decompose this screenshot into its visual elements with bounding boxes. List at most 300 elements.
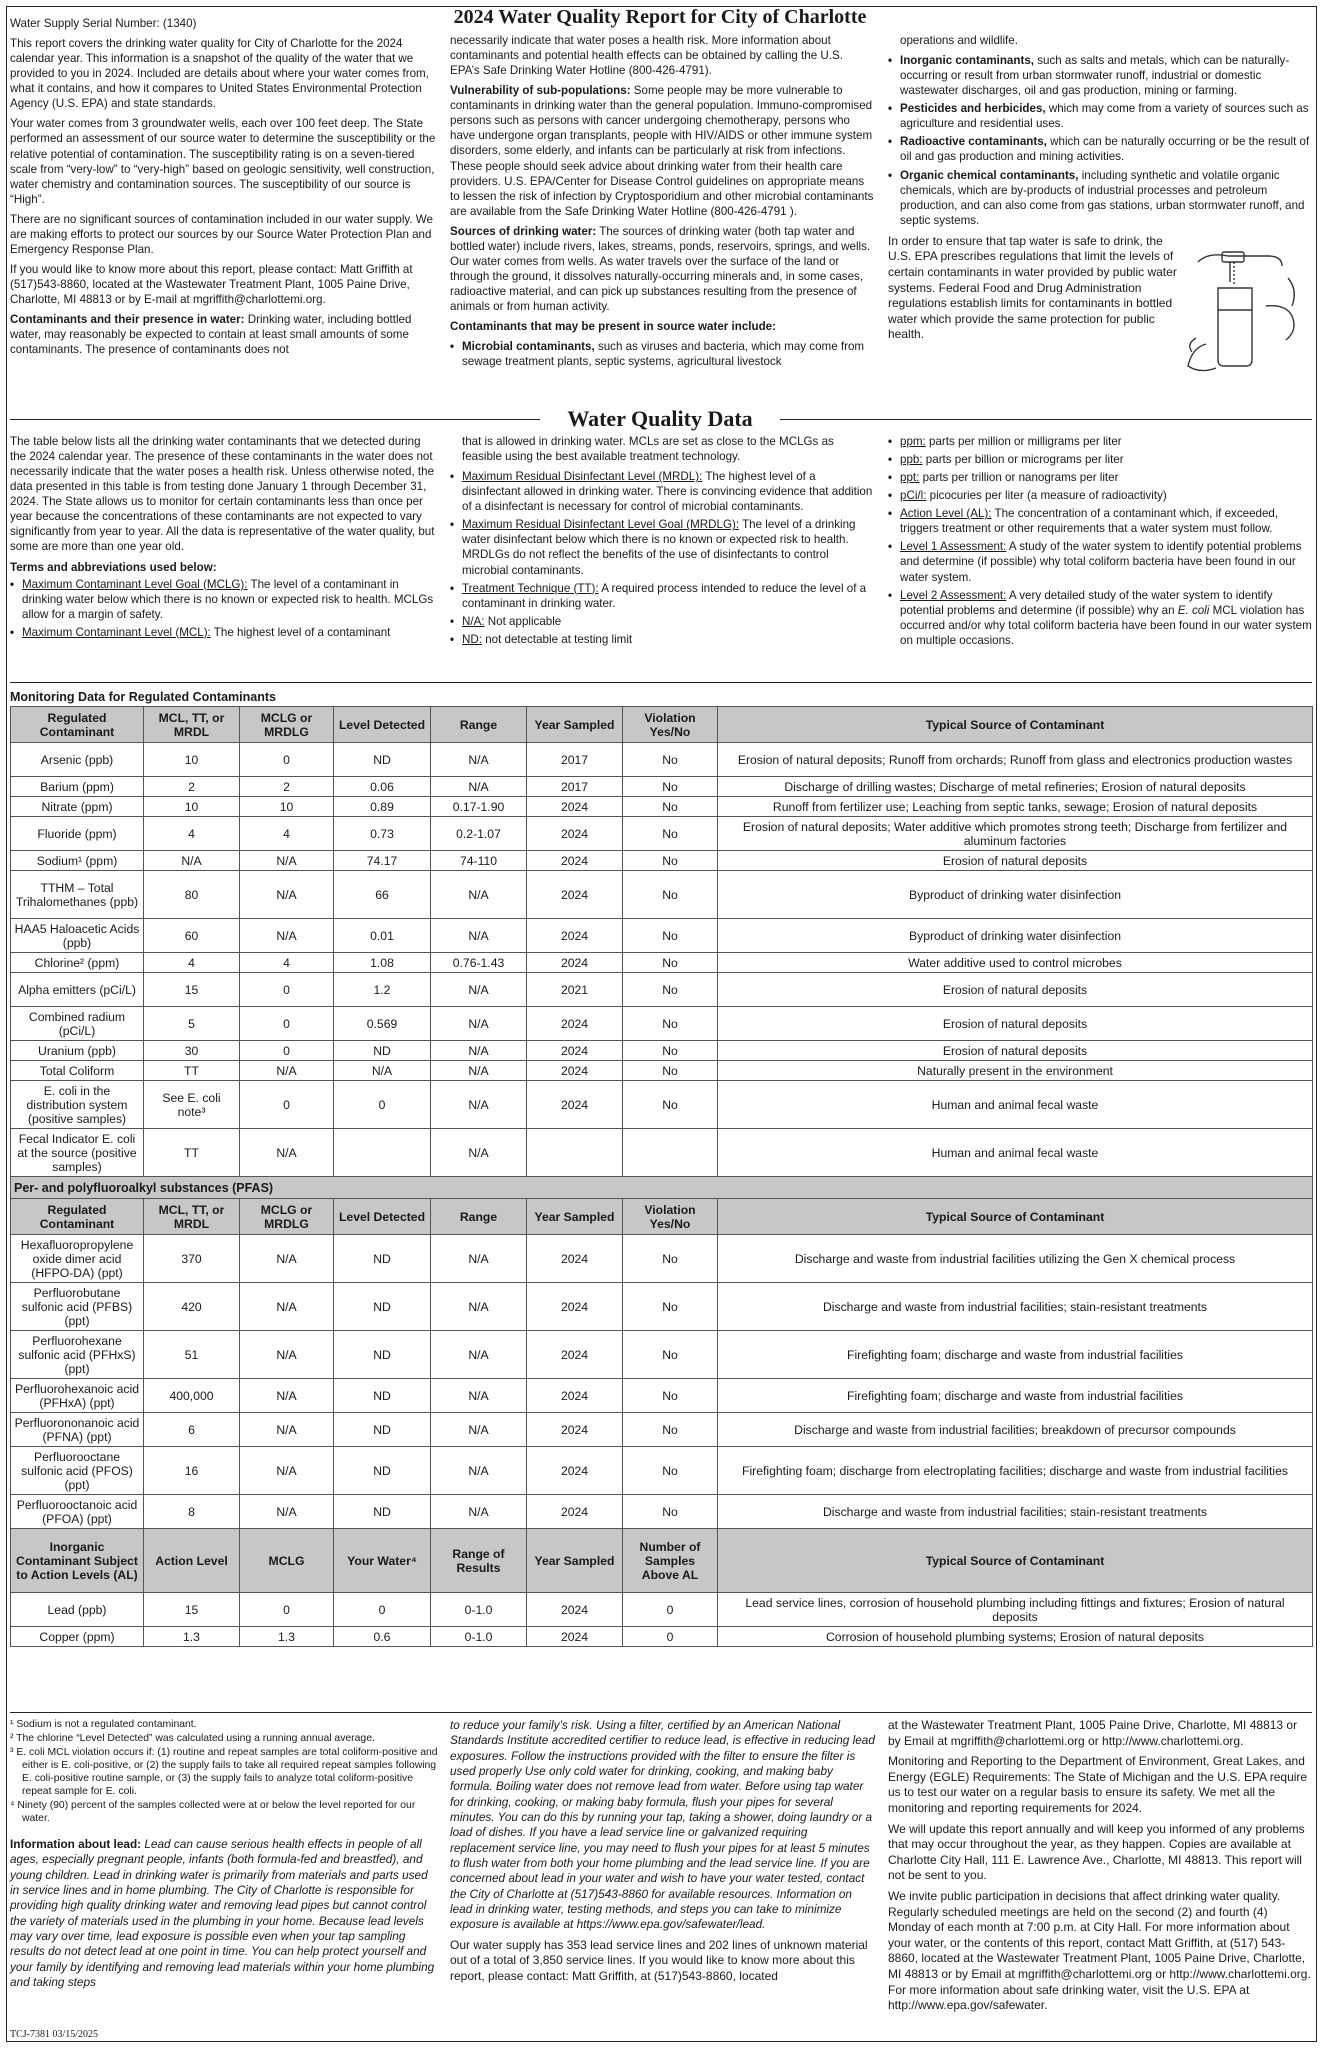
table-cell: 0.569	[334, 1007, 431, 1041]
list-item	[450, 517, 875, 577]
table-cell: N/A	[431, 919, 527, 953]
table-cell: N/A	[431, 973, 527, 1007]
table-cell: 2017	[527, 743, 623, 777]
table-cell: 1.08	[334, 953, 431, 973]
level2-definition-a: A very detailed study of the water system to identify potential problems and determine (if possible) why an	[900, 588, 1273, 617]
table-cell: Human and animal fecal waste	[718, 1081, 1313, 1129]
column-header: Violation Yes/No	[623, 707, 718, 743]
mcl-term: Maximum Contaminant Level (MCL):	[22, 625, 211, 639]
table-cell: No	[623, 1495, 718, 1529]
table-cell: N/A	[240, 1061, 334, 1081]
table-cell: N/A	[240, 1413, 334, 1447]
table-cell: 2024	[527, 1081, 623, 1129]
ppt-definition: parts per trillion or nanograms per liter	[919, 471, 1119, 485]
table-cell: 1.2	[334, 973, 431, 1007]
table-cell: N/A	[431, 1283, 527, 1331]
radioactive-text: which can be naturally occurring or be the result of oil and gas production and mining activities.	[900, 135, 1310, 164]
table-cell: 15	[144, 973, 240, 1007]
table-cell: 0-1.0	[431, 1593, 527, 1627]
table-cell: Lead service lines, corrosion of household plumbing including fittings and fixtures; Erosion of natural deposits	[718, 1593, 1313, 1627]
table-cell: 2024	[527, 1627, 623, 1647]
table-cell: Erosion of natural deposits; Runoff from orchards; Runoff from glass and electronics production wastes	[718, 743, 1313, 777]
table-cell: No	[623, 1235, 718, 1283]
list-item	[450, 339, 875, 369]
table-row	[11, 817, 1313, 851]
column-header: Typical Source of Contaminant	[718, 1529, 1313, 1593]
table-row	[11, 743, 1313, 777]
na-definition: Not applicable	[484, 614, 562, 628]
safe-water-paragraph: In order to ensure that tap water is safe to drink, the U.S. EPA prescribes regulations that limit the levels of certain contaminants in water provided by public water systems. Federal Food and Drug Administration regulations establish limits for contaminants in bottled water which provide the same protection for public health.	[888, 233, 1177, 342]
table-cell: 2024	[527, 1041, 623, 1061]
column-header: MCLG	[240, 1529, 334, 1593]
intro-column	[10, 16, 438, 362]
table-cell	[623, 1129, 718, 1177]
table-row	[11, 1235, 1313, 1283]
table-cell: Perfluorononanoic acid (PFNA) (ppt)	[11, 1413, 144, 1447]
table-cell: 2024	[527, 871, 623, 919]
table-cell: Discharge and waste from industrial facilities; stain-resistant treatments	[718, 1283, 1313, 1331]
table-row	[11, 797, 1313, 817]
table-cell: Alpha emitters (pCi/L)	[11, 973, 144, 1007]
ppb-term: ppb:	[900, 453, 923, 467]
sources-text: The sources of drinking water (both tap water and bottled water) include rivers, lakes, streams, ponds, reservoirs, springs, and wells. Our water comes from wells. As water travels over the surface of the land or through the ground, it dissolves naturally-occurring minerals and, in some cases, radioactive material, and can pick up substances resulting from the presence of animals or from human activity.	[450, 224, 871, 314]
column-header: Level Detected	[334, 1199, 431, 1235]
list-item	[888, 134, 1312, 164]
table-cell: Discharge and waste from industrial facilities; breakdown of precursor compounds	[718, 1413, 1313, 1447]
table-row	[11, 1413, 1313, 1447]
bottom-right-column	[888, 1718, 1312, 2019]
table-row	[11, 1129, 1313, 1177]
list-item	[888, 470, 1312, 485]
table-cell: Erosion of natural deposits	[718, 973, 1313, 1007]
inorganic-heading: Inorganic contaminants,	[900, 54, 1034, 68]
vulnerability-heading: Vulnerability of sub-populations:	[450, 84, 631, 98]
table-row	[11, 973, 1313, 1007]
source-paragraph: Your water comes from 3 groundwater wells, each over 100 feet deep. The State performed an assessment of our source water to determine the susceptibility or the relative potential of contamination. The susceptibility rating is on a seven-tiered scale from “very-low” to “very-high” based on geologic sensitivity, well construction, water chemistry and contamination sources. The susceptibility of our source is “High”.	[10, 117, 436, 206]
column-header: Year Sampled	[527, 1199, 623, 1235]
table-cell: No	[623, 1007, 718, 1041]
table-cell: TTHM – Total Trihalomethanes (ppb)	[11, 871, 144, 919]
table-cell: No	[623, 1041, 718, 1061]
column-header: Range of Results	[431, 1529, 527, 1593]
table-cell: E. coli in the distribution system (positive samples)	[11, 1081, 144, 1129]
table-cell: 400,000	[144, 1379, 240, 1413]
mcl-definition: The highest level of a contaminant	[210, 625, 391, 639]
al-definition: The concentration of a contaminant which, if exceeded, triggers treatment or other requirements that a water system must follow.	[900, 507, 1279, 536]
sources-paragraph	[450, 224, 875, 314]
column-header: Typical Source of Contaminant	[718, 1199, 1313, 1235]
table-cell: Sodium¹ (ppm)	[11, 851, 144, 871]
footnote-1: ¹ Sodium is not a regulated contaminant.	[10, 1719, 197, 1730]
table-cell: See E. coli note³	[144, 1081, 240, 1129]
table-caption: Monitoring Data for Regulated Contaminants	[10, 690, 276, 704]
table-cell: 10	[144, 743, 240, 777]
column-header: Regulated Contaminant	[11, 1199, 144, 1235]
column-header: MCLG or MRDLG	[240, 1199, 334, 1235]
footnote-2: ² The chlorine “Level Detected” was calculated using a running annual average.	[10, 1733, 375, 1744]
column-header: Typical Source of Contaminant	[718, 707, 1313, 743]
table-cell: No	[623, 871, 718, 919]
table-cell: 5	[144, 1007, 240, 1041]
table-cell: 74.17	[334, 851, 431, 871]
level2-term: Level 2 Assessment:	[900, 588, 1007, 602]
closing-contact: at the Wastewater Treatment Plant, 1005 Paine Drive, Charlotte, MI 48813 or by Email at mgriffith@charlottemi.org or http://www.charlottemi.org.	[888, 1718, 1298, 1748]
table-row	[11, 1331, 1313, 1379]
vulnerability-paragraph	[450, 83, 875, 219]
table-cell: N/A	[240, 919, 334, 953]
table-cell: 0	[240, 1041, 334, 1061]
list-item	[888, 488, 1312, 503]
table-cell: Total Coliform	[11, 1061, 144, 1081]
table-cell: 15	[144, 1593, 240, 1627]
table-cell: N/A	[431, 1129, 527, 1177]
table-cell: Perfluorohexane sulfonic acid (PFHxS) (ppt)	[11, 1331, 144, 1379]
ppm-term: ppm:	[900, 435, 926, 448]
lead-info-text: Lead can cause serious health effects in people of all ages, especially pregnant people, infants (both formula-fed and breastfed), and young children. Lead in drinking water is primarily from materials and parts used in service lines and in home plumbing. The City of Charlotte is responsible for providing high quality drinking water and removing lead pipes but cannot control the variety of materials used in the plumbing in your home. Because lead levels may vary over time, lead exposure is possible even when your tap sampling results do not detect lead at one point in time. You can help protect yourself and your family by identifying and removing lead materials within your home plumbing and taking steps	[10, 1837, 435, 1989]
list-item	[450, 632, 875, 647]
table-cell: 10	[240, 797, 334, 817]
wq-intro-paragraph: The table below lists all the drinking water contaminants that we detected during the 2024 calendar year. The presence of these contaminants in the water does not necessarily indicate that the water poses a health risk. Unless otherwise noted, the data presented in this table is from testing done January 1 through December 31, 2024. The State allows us to monitor for certain contaminants less than once per year because the concentrations of these contaminants are not expected to vary significantly from year to year. All the data is representative of the water quality, but some are more than one year old.	[10, 435, 435, 554]
table-cell: No	[623, 743, 718, 777]
table-divider	[10, 682, 1312, 683]
list-item	[888, 539, 1312, 584]
table-row	[11, 1007, 1313, 1041]
table-cell: 0.73	[334, 817, 431, 851]
table-cell: Corrosion of household plumbing systems; Erosion of natural deposits	[718, 1627, 1313, 1647]
table-cell: Lead (ppb)	[11, 1593, 144, 1627]
table-cell: No	[623, 1081, 718, 1129]
table-cell: Discharge and waste from industrial facilities utilizing the Gen X chemical process	[718, 1235, 1313, 1283]
table-cell: 66	[334, 871, 431, 919]
level1-definition: A study of the water system to identify potential problems and determine (if possible) why total coliform bacteria have been found in our water system.	[900, 540, 1302, 584]
table-cell: 0.2-1.07	[431, 817, 527, 851]
column-header: Your Water⁴	[334, 1529, 431, 1593]
table-cell: Chlorine² (ppm)	[11, 953, 144, 973]
table-cell: 2024	[527, 1283, 623, 1331]
table-cell: 30	[144, 1041, 240, 1061]
table-row	[11, 1283, 1313, 1331]
column-header: Range	[431, 1199, 527, 1235]
table-cell: ND	[334, 1235, 431, 1283]
table-cell: 0	[334, 1593, 431, 1627]
table-cell: 2024	[527, 1495, 623, 1529]
table-cell: ND	[334, 1447, 431, 1495]
sources-heading: Sources of drinking water:	[450, 224, 597, 238]
table-cell: 2024	[527, 1413, 623, 1447]
table-cell: N/A	[431, 1007, 527, 1041]
table-cell: 0.89	[334, 797, 431, 817]
table-cell: N/A	[431, 1081, 527, 1129]
table-cell: Erosion of natural deposits; Water additive which promotes strong teeth; Discharge from fertilizer and aluminum factories	[718, 817, 1313, 851]
column-header: Range	[431, 707, 527, 743]
monitoring-table-section	[10, 688, 1312, 1647]
table-cell: 370	[144, 1235, 240, 1283]
table-header-row	[11, 707, 1313, 743]
lead-info-cont: to reduce your family’s risk. Using a filter, certified by an American National Standards Institute accredited certifier to reduce lead, is effective in reducing lead exposures. Follow the instructions provided with the filter to ensure the filter is used properly Use only cold water for drinking, cooking, and making baby formula. Boiling water does not remove lead from water. Before using tap water for drinking, cooking, or making baby formula, flush your pipes for several minutes. You can do this by running your tap, taking a shower, doing laundry or a load of dishes. If you have a lead service line or galvanized requiring replacement service line, you may need to flush your pipes for at least 5 minutes to flush water from both your home plumbing and the lead service line. If you are concerned about lead in your water and wish to have your water tested, contact the City of Charlotte at (517)543-8860 for available resources. Information on lead in drinking water, testing methods, and steps you can take to minimize exposure is available at https://www.epa.gov/safewater/lead.	[450, 1718, 875, 1932]
vulnerability-text: Some people may be more vulnerable to contaminants in drinking water than the general population. Immuno-compromised persons such as persons with cancer undergoing chemotherapy, persons who have undergone organ transplants, people with HIV/AIDS or other immune system disorders, some elderly, and infants can be particularly at risk from infections. These people should seek advice about drinking water from their health care providers. U.S. EPA/Center for Disease Control guidelines on appropriate means to lessen the risk of infection by Cryptosporidium and other microbial contaminants are available from the Safe Drinking Water Hotline (800-426-4791 ).	[450, 84, 874, 218]
list-item	[888, 101, 1312, 131]
table-row	[11, 1495, 1313, 1529]
lead-info-heading: Information about lead:	[10, 1837, 142, 1851]
table-cell: N/A	[431, 1413, 527, 1447]
wq-middle-column	[450, 434, 875, 650]
table-cell: 2024	[527, 1379, 623, 1413]
table-cell: 2024	[527, 797, 623, 817]
table-cell: 0	[623, 1593, 718, 1627]
table-cell: 0	[240, 743, 334, 777]
footnotes	[10, 1718, 438, 1825]
table-cell: Byproduct of drinking water disinfection	[718, 919, 1313, 953]
table-cell: Perfluorooctanoic acid (PFOA) (ppt)	[11, 1495, 144, 1529]
list-item	[888, 506, 1312, 536]
table-cell: 2024	[527, 953, 623, 973]
table-cell: HAA5 Haloacetic Acids (ppb)	[11, 919, 144, 953]
table-cell: 2024	[527, 919, 623, 953]
column-header: Level Detected	[334, 707, 431, 743]
table-cell: N/A	[431, 1041, 527, 1061]
table-cell: 0	[623, 1627, 718, 1647]
table-cell: N/A	[240, 1283, 334, 1331]
footer-divider	[10, 1712, 1312, 1713]
table-cell: 2	[240, 777, 334, 797]
table-cell: N/A	[240, 1379, 334, 1413]
table-cell: Copper (ppm)	[11, 1627, 144, 1647]
table-cell: N/A	[240, 1235, 334, 1283]
bottom-left-column	[10, 1718, 438, 1995]
table-cell: 4	[144, 953, 240, 973]
table-cell: No	[623, 973, 718, 1007]
mrdl-term: Maximum Residual Disinfectant Level (MRDL):	[462, 470, 703, 484]
table-cell: 2024	[527, 817, 623, 851]
pfas-band-row	[11, 1177, 1313, 1199]
list-item	[10, 625, 438, 640]
table-cell: 16	[144, 1447, 240, 1495]
intro-paragraph: This report covers the drinking water quality for City of Charlotte for the 2024 calendar year. This information is a snapshot of the quality of the water that we provided to you in 2024. Included are details about where your water comes from, what it contains, and how it compares to United States Environmental Protection Agency (U.S. EPA) and state standards.	[10, 37, 429, 111]
table-cell: N/A	[431, 743, 527, 777]
table-cell: N/A	[240, 851, 334, 871]
mrdlg-term: Maximum Residual Disinfectant Level Goal (MRDLG):	[462, 518, 740, 532]
wq-left-column	[10, 434, 438, 643]
tt-definition: A required process intended to reduce the level of a contaminant in drinking water.	[462, 581, 867, 610]
table-row	[11, 1041, 1313, 1061]
table-cell: No	[623, 1331, 718, 1379]
monitoring-table	[10, 706, 1313, 1647]
report-title: 2024 Water Quality Report for City of Charlotte	[453, 6, 867, 28]
table-cell: Uranium (ppb)	[11, 1041, 144, 1061]
ppt-term: ppt:	[900, 471, 920, 485]
table-cell: Erosion of natural deposits	[718, 1007, 1313, 1041]
column-header: MCL, TT, or MRDL	[144, 1199, 240, 1235]
table-cell: TT	[144, 1129, 240, 1177]
nd-term: ND:	[462, 632, 482, 646]
table-row	[11, 777, 1313, 797]
table-cell: N/A	[431, 871, 527, 919]
list-item	[450, 469, 875, 514]
list-item	[888, 588, 1312, 648]
level2-ecoli: E. coli	[1177, 603, 1210, 617]
table-cell: Byproduct of drinking water disinfection	[718, 871, 1313, 919]
column-header: MCLG or MRDLG	[240, 707, 334, 743]
table-cell: 0	[240, 1081, 334, 1129]
terms-list-2	[450, 469, 875, 647]
lead-info-paragraph	[10, 1837, 438, 1990]
table-cell: N/A	[334, 1061, 431, 1081]
contact-paragraph: If you would like to know more about this report, please contact: Matt Griffith at (517)543-8860, located at the Wastewater Treatment Plant, 1005 Paine Drive, Charlotte, MI 48813 or by E-mail at mgriffith@charlottemi.org.	[10, 262, 413, 307]
lead-body	[11, 1593, 1313, 1647]
table-cell: Perfluorobutane sulfonic acid (PFBS) (ppt)	[11, 1283, 144, 1331]
column-header: Regulated Contaminant	[11, 707, 144, 743]
table-cell: 0-1.0	[431, 1627, 527, 1647]
table-cell: Discharge of drilling wastes; Discharge of metal refineries; Erosion of natural deposits	[718, 777, 1313, 797]
table-cell: 4	[240, 817, 334, 851]
list-item	[888, 53, 1312, 98]
table-cell: 0.6	[334, 1627, 431, 1647]
table-cell: 51	[144, 1331, 240, 1379]
table-header-row	[11, 1529, 1313, 1593]
table-cell: ND	[334, 1413, 431, 1447]
table-cell: 2024	[527, 1007, 623, 1041]
table-cell: No	[623, 1283, 718, 1331]
table-cell: Arsenic (ppb)	[11, 743, 144, 777]
mcl-definition-cont: that is allowed in drinking water. MCLs are set as close to the MCLGs as feasible using the best available treatment technology.	[462, 435, 834, 464]
list-item	[888, 168, 1312, 228]
pesticides-heading: Pesticides and herbicides,	[900, 102, 1046, 116]
pfas-body	[11, 1235, 1313, 1529]
table-cell: ND	[334, 1331, 431, 1379]
table-cell: 60	[144, 919, 240, 953]
column-header: Action Level	[144, 1529, 240, 1593]
table-row	[11, 1627, 1313, 1647]
table-cell	[527, 1129, 623, 1177]
table-cell: Barium (ppm)	[11, 777, 144, 797]
contaminant-list-cont	[888, 53, 1312, 228]
table-cell: No	[623, 817, 718, 851]
table-row	[11, 1379, 1313, 1413]
organic-heading: Organic chemical contaminants,	[900, 168, 1079, 182]
table-cell: Erosion of natural deposits	[718, 851, 1313, 871]
faucet-glass-illustration	[1178, 248, 1308, 386]
ppb-definition: parts per billion or micrograms per liter	[922, 453, 1124, 467]
table-cell: ND	[334, 743, 431, 777]
serial-number: Water Supply Serial Number: (1340)	[10, 17, 197, 30]
table-cell: 0.01	[334, 919, 431, 953]
table-cell: Firefighting foam; discharge and waste from industrial facilities	[718, 1379, 1313, 1413]
table-row	[11, 919, 1313, 953]
table-row	[11, 1447, 1313, 1495]
table-cell: 2024	[527, 1331, 623, 1379]
nd-definition: not detectable at testing limit	[481, 632, 633, 646]
table-cell: Erosion of natural deposits	[718, 1041, 1313, 1061]
table-row	[11, 1081, 1313, 1129]
level2-definition-b: MCL violation has occurred and/or why total coliform bacteria have been found in our water system on multiple occasions.	[900, 603, 1312, 647]
table-cell: ND	[334, 1495, 431, 1529]
table-cell: Water additive used to control microbes	[718, 953, 1313, 973]
table-cell: No	[623, 1379, 718, 1413]
tt-term: Treatment Technique (TT):	[462, 581, 599, 595]
wq-right-column	[888, 434, 1312, 651]
table-cell: 8	[144, 1495, 240, 1529]
table-cell: 2024	[527, 1447, 623, 1495]
table-cell: No	[623, 1413, 718, 1447]
table-cell: 10	[144, 797, 240, 817]
table-cell: 4	[144, 817, 240, 851]
list-item	[450, 614, 875, 629]
inorganic-text: such as salts and metals, which can be naturally-occurring or result from urban stormwater runoff, industrial or domestic wastewater discharges, oil and gas production, mining or farming.	[900, 54, 1290, 98]
table-cell: N/A	[431, 1061, 527, 1081]
contaminants-heading: Contaminants and their presence in water:	[10, 313, 245, 327]
table-cell: 2024	[527, 1061, 623, 1081]
table-cell: 1.3	[144, 1627, 240, 1647]
list-item	[10, 577, 438, 622]
table-cell: ND	[334, 1041, 431, 1061]
table-cell: ND	[334, 1283, 431, 1331]
table-cell: No	[623, 919, 718, 953]
list-item	[450, 581, 875, 611]
table-cell: Firefighting foam; discharge and waste from industrial facilities	[718, 1331, 1313, 1379]
column-header: Year Sampled	[527, 1529, 623, 1593]
footnote-4: ⁴ Ninety (90) percent of the samples collected were at or below the level reported for our water.	[10, 1800, 416, 1824]
table-cell: N/A	[240, 1495, 334, 1529]
table-cell: 2024	[527, 1593, 623, 1627]
contaminants-paragraph	[10, 312, 438, 357]
al-term: Action Level (AL):	[900, 507, 992, 521]
table-cell: 6	[144, 1413, 240, 1447]
middle-column	[450, 33, 875, 372]
table-cell: No	[623, 1447, 718, 1495]
table-cell: 0.17-1.90	[431, 797, 527, 817]
water-quality-title: Water Quality Data	[540, 406, 780, 432]
table-cell: No	[623, 953, 718, 973]
microbial-heading: Microbial contaminants,	[462, 340, 595, 354]
table-cell: 2	[144, 777, 240, 797]
table-cell: 0	[240, 1593, 334, 1627]
terms-list	[10, 577, 438, 640]
table-cell: N/A	[431, 1447, 527, 1495]
table-cell: TT	[144, 1061, 240, 1081]
table-cell: ND	[334, 1379, 431, 1413]
table-cell: Naturally present in the environment	[718, 1061, 1313, 1081]
participation-paragraph: We invite public participation in decisions that affect drinking water quality. Regularly scheduled meetings are held on the second (2) and fourth (4) Monday of each month at 7:00 p.m. at City Hall. For more information about your water, or the contents of this report, contact Matt Griffith, at (517) 543-8860, located at the Wastewater Treatment Plant, 1005 Paine Drive, Charlotte, MI 48813 or by Email at mgriffith@charlottemi.org or http://www.charlottemi.org. For more information about safe drinking water, visit the U.S. EPA at http://www.epa.gov/safewater.	[888, 1888, 1311, 2013]
microbial-text: such as viruses and bacteria, which may come from sewage treatment plants, septic systems, agricultural livestock	[462, 340, 865, 369]
table-cell: 0	[334, 1081, 431, 1129]
radioactive-heading: Radioactive contaminants,	[900, 135, 1047, 149]
table-cell: Discharge and waste from industrial facilities; stain-resistant treatments	[718, 1495, 1313, 1529]
mrdlg-definition: The level of a drinking water disinfectant below which there is no known or expected risk to health. MRDLGs do not reflect the benefits of the use of disinfectants to control microbial contaminants.	[462, 518, 856, 577]
table-cell: Perfluorohexanoic acid (PFHxA) (ppt)	[11, 1379, 144, 1413]
table-cell: N/A	[240, 1447, 334, 1495]
table-cell: 0	[240, 1007, 334, 1041]
pesticides-text: which may come from a variety of sources such as agriculture and residential uses.	[900, 102, 1309, 131]
table-cell: N/A	[240, 1331, 334, 1379]
table-cell: Runoff from fertilizer use; Leaching from septic tanks, sewage; Erosion of natural deposits	[718, 797, 1313, 817]
table-cell: Perfluorooctane sulfonic acid (PFOS) (ppt)	[11, 1447, 144, 1495]
contaminant-list	[450, 339, 875, 369]
table-cell: N/A	[240, 871, 334, 919]
table-cell: 74-110	[431, 851, 527, 871]
table-cell: N/A	[431, 777, 527, 797]
column-header: MCL, TT, or MRDL	[144, 707, 240, 743]
table-cell: No	[623, 777, 718, 797]
table-cell: Fecal Indicator E. coli at the source (positive samples)	[11, 1129, 144, 1177]
table-cell: No	[623, 797, 718, 817]
table-cell	[334, 1129, 431, 1177]
footnote-3: ³ E. coli MCL violation occurs if: (1) routine and repeat samples are total coliform-positive and either is E. coli-positive, or (2) the supply fails to take all required repeat samples following E. coli-positive routine sample, or (3) the supply fails to analyze total coliform-positive repeat sample for E. coli.	[10, 1747, 438, 1797]
table-cell: 2024	[527, 1235, 623, 1283]
table-cell: 80	[144, 871, 240, 919]
terms-heading: Terms and abbreviations used below:	[10, 560, 217, 574]
table-row	[11, 1061, 1313, 1081]
table-cell: Nitrate (ppm)	[11, 797, 144, 817]
